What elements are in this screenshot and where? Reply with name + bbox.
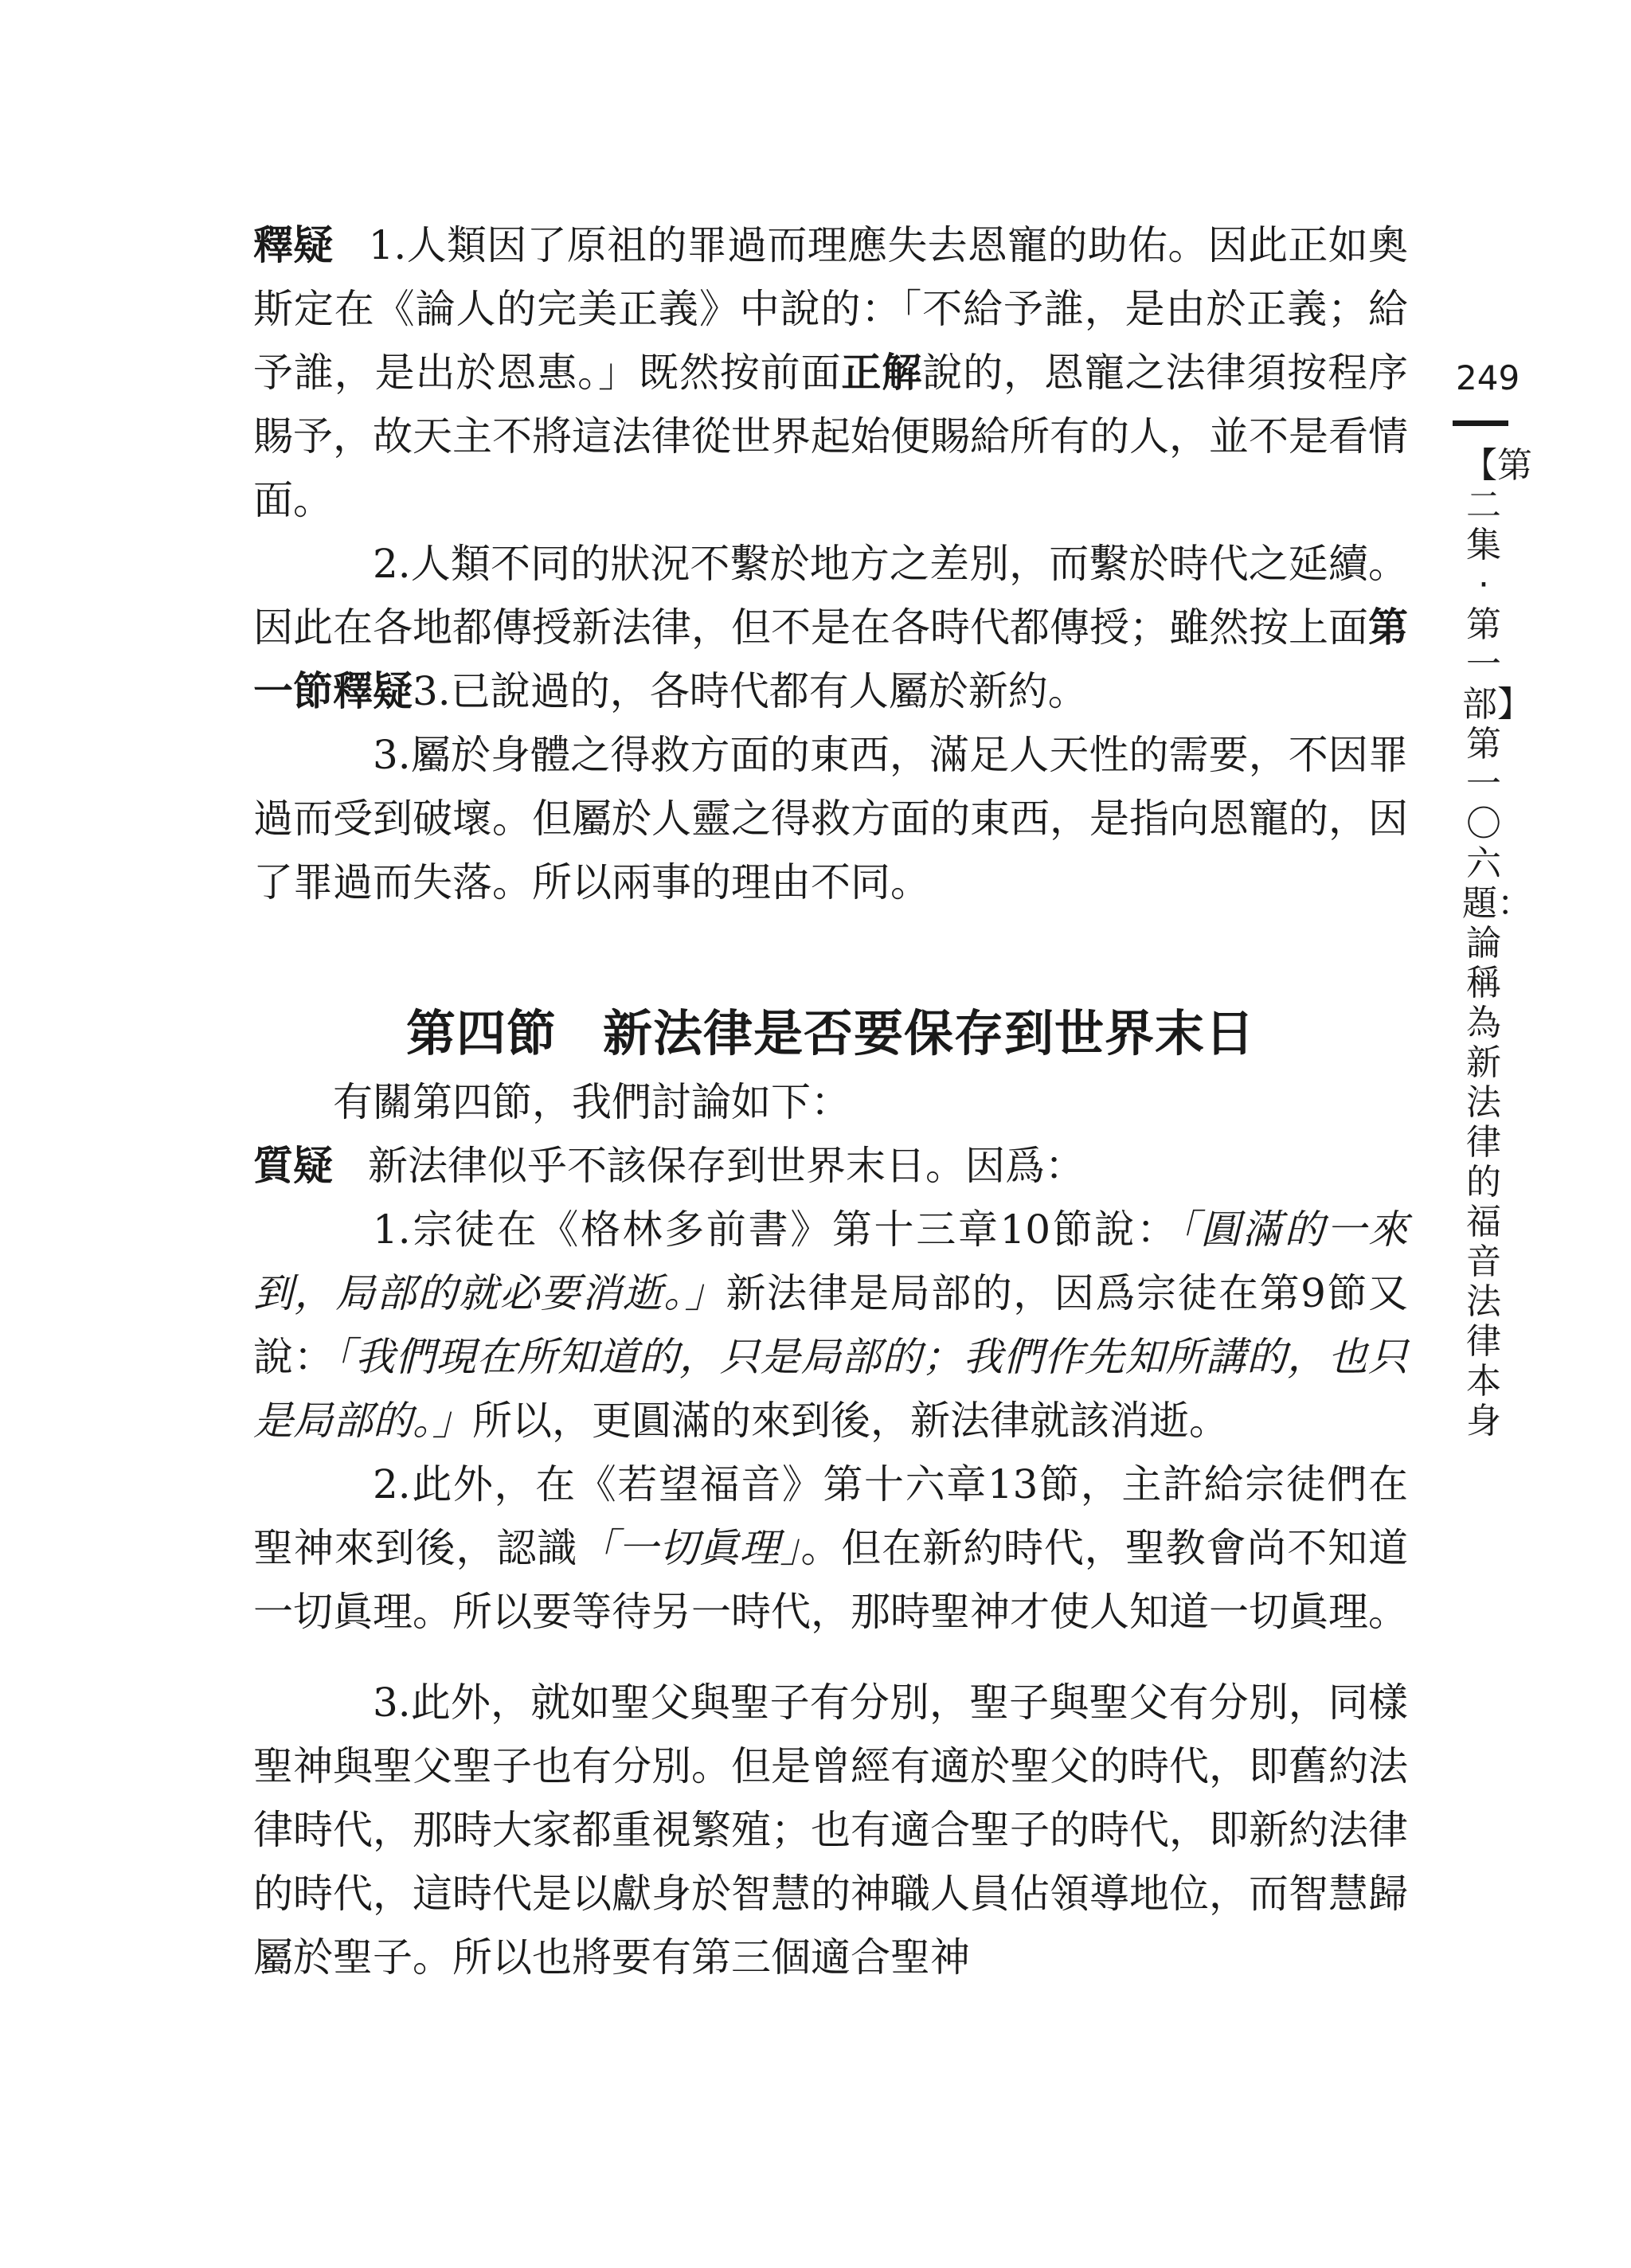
page-number-rule: [1453, 420, 1508, 426]
reply-3-text: 3.屬於身體之得救方面的東西，滿足人天性的需要，不因罪過而受到破壞。但屬於人靈之得救方面的東西，是指向恩寵的，因了罪過而失落。所以兩事的理由不同。: [253, 732, 1408, 905]
objection-2-end: 。但在新約時代，聖教會尚不知道一切眞理。所以要等待另一時代，那時聖神才使人知道一切眞理。: [253, 1525, 1409, 1635]
objection-label: 質疑: [253, 1143, 333, 1189]
objection-2-quote: 「一切眞理」: [577, 1525, 801, 1571]
objection-text: 新法律似乎不該保存到世界末日。因爲：: [368, 1143, 1085, 1189]
reply-paragraph-3: [253, 723, 1408, 914]
objection-1-middle: 新法律是局部的，因爲宗徒在第9節又說：: [253, 1270, 1409, 1380]
objection-1-end: 所以，更圓滿的來到後，新法律就該消逝。: [472, 1398, 1229, 1444]
objection-2-start: 2.此外，在《若望福音》第十六章13節，主許給宗徒們在聖神來到後，認識: [253, 1461, 1408, 1571]
objection-1-quote-2: 「我們現在所知道的，只是局部的；我們作先知所講的，也只是局部的。」: [253, 1334, 1409, 1444]
reply-paragraph-1: [253, 213, 1408, 532]
reply-2-reference: 第一節釋疑: [253, 604, 1408, 714]
objection-1-start: 1.宗徒在《格林多前書》第十三章10節說：: [373, 1206, 1179, 1253]
section-heading-number: 第四節: [405, 1004, 557, 1062]
objection-3-text: 3.此外，就如聖父與聖子有分別，聖子與聖父有分別，同樣聖神與聖父聖子也有分別。但是曾經有適於聖父的時代，即舊約法律時代，那時大家都重視繁殖；也有適合聖子的時代，即新約法律的時代，這時代是以獻身於智慧的神職人員佔領導地位，而智慧歸屬於聖子。所以也將要有第三個適合聖神: [253, 1679, 1408, 1981]
reply-1-reference: 正解: [841, 350, 923, 396]
objection-3: [253, 1671, 1408, 1989]
objection-1: [253, 1198, 1408, 1453]
reply-2-text-end: 3.已說過的，各時代都有人屬於新約。: [413, 668, 1088, 714]
section-heading-title: 新法律是否要保存到世界末日: [603, 1004, 1256, 1062]
reply-1-text-end: 說的，恩寵之法律須按程序賜予，故天主不將這法律從世界起始便賜給所有的人，並不是看情面。: [253, 350, 1409, 523]
page-number: 249: [1456, 358, 1520, 397]
objection-1-quote-1: 「圓滿的一來到，局部的就必要消逝。」: [253, 1206, 1408, 1316]
objection-paragraph: [253, 1134, 1408, 1198]
section-intro: 有關第四節，我們討論如下：: [333, 1079, 851, 1125]
section-heading: [253, 1000, 1408, 1067]
reply-1-text: 1.人類因了原祖的罪過而理應失去恩寵的助佑。因此正如奧斯定在《論人的完美正義》中說的：「不給予誰，是由於正義；給予誰，是出於恩惠。」既然按前面: [253, 222, 1408, 396]
reply-label: 釋疑: [253, 222, 334, 268]
reply-paragraph-2: [253, 532, 1408, 723]
running-head: 【第二集·第一部】第一〇六題：論稱為新法律的福音法律本身: [1462, 445, 1532, 1441]
objection-2: [253, 1453, 1408, 1644]
body-text: [253, 213, 1408, 1989]
reply-2-text: 2.人類不同的狀況不繫於地方之差別，而繫於時代之延續。因此在各地都傳授新法律，但不是在各時代都傳授；雖然按上面: [253, 541, 1408, 651]
